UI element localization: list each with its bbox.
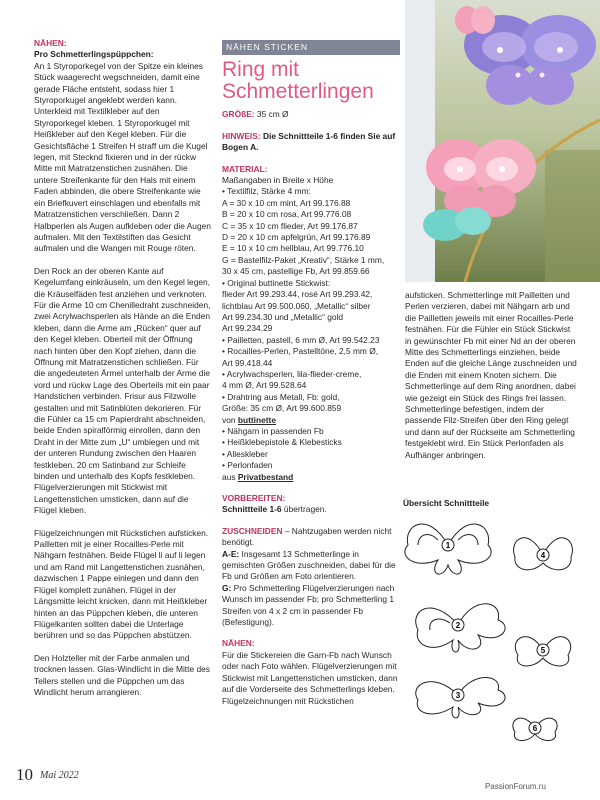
watermark-text: PassionForum.ru bbox=[485, 782, 546, 791]
pattern-number-label: 3 bbox=[455, 691, 461, 700]
material-item: • Perlonfaden bbox=[222, 460, 273, 471]
pattern-number-label: 2 bbox=[455, 621, 461, 630]
material-item: G = Bastelfilz-Paket „Kreativ“, Stärke 1 mm, bbox=[222, 254, 385, 265]
continuation-text: aufsticken. Schmetterlinge mit Pailletten und Perlen verzieren, dabei mit Nähgarn arb und die Pailletten jeweils mit einer Rocailles-Perle festnähen. Für die Fühler ein Stück Stickwist in gewünschter Fb mit einer Nd an der oberen Mitte des Schmetterlings einziehen, beide Enden auf die gleiche Länge zuschneiden und die Enden mit einem Knoten sichern. Die Schmetterlinge auf dem Ring anordnen, dabei wie gezeigt ein Stück des Rings frei lassen. Schmetterlinge befestigen, indem der passende Filz-Streifen über den Ring gelegt und dann auf der Rückseite am Schmetterling festgeklebt wird. Ein Stück Perlonfaden als Aufhänger anbringen. bbox=[405, 290, 577, 460]
hint-value: Die Schnittteile 1-6 finden Sie auf Bogen A. bbox=[222, 130, 396, 153]
size-value: 35 cm Ø bbox=[254, 109, 289, 120]
subheading-puppchen: Pro Schmetterlingspüppchen: bbox=[34, 49, 154, 60]
hint-line bbox=[222, 131, 400, 154]
material-list bbox=[222, 175, 400, 415]
cut-text: – Nahtzugaben werden nicht benötigt. bbox=[222, 525, 392, 548]
cut-g bbox=[222, 583, 400, 629]
material-label: MATERIAL: bbox=[222, 163, 268, 174]
material-item: 30 x 45 cm, pastellige Fb, Art 99.859.66 bbox=[222, 266, 370, 277]
von-text: von bbox=[222, 414, 238, 425]
material-item: • Acrylwachsperlen, lila-flieder-creme, bbox=[222, 368, 362, 379]
cut-ae bbox=[222, 549, 400, 583]
title-line-2: Schmetterlingen bbox=[222, 80, 374, 104]
cut-line bbox=[222, 526, 400, 549]
pattern-overview-diagram bbox=[403, 500, 583, 760]
left-column bbox=[34, 38, 212, 709]
material-item: Art 99.234.29 bbox=[222, 323, 273, 334]
right-column bbox=[405, 290, 577, 461]
material-item: Art 99.234.30 und „Metallic“ gold bbox=[222, 311, 344, 322]
material-item: E = 10 x 10 cm hellblau, Art 99.776.10 bbox=[222, 243, 364, 254]
photo-illustration bbox=[405, 0, 600, 282]
material-item: lichtblau Art 99.500.060, „Metallic“ silber bbox=[222, 300, 371, 311]
hint-label: HINWEIS: bbox=[222, 130, 261, 141]
article-title bbox=[222, 59, 400, 103]
issue-date: Mai 2022 bbox=[40, 770, 79, 781]
butterfly-ring-photo bbox=[405, 0, 600, 282]
material-item: Maßangaben in Breite x Höhe bbox=[222, 175, 334, 186]
material-item: • Rocailles-Perlen, Pastelltöne, 2,5 mm Ø, bbox=[222, 346, 379, 357]
pattern-number-badges bbox=[442, 539, 549, 734]
pattern-overview-title: Übersicht Schnittteile bbox=[403, 498, 490, 508]
sew-label: NÄHEN: bbox=[222, 638, 255, 649]
material-item: C = 35 x 10 cm flieder, Art 99.176.87 bbox=[222, 220, 358, 231]
section-label: NÄHEN STICKEN bbox=[222, 40, 400, 55]
extra-material-list bbox=[222, 426, 400, 472]
material-item: D = 20 x 10 cm apfelgrün, Art 99.176.89 bbox=[222, 232, 371, 243]
material-item: • Original buttinette Stickwist: bbox=[222, 277, 331, 288]
middle-column bbox=[222, 40, 400, 707]
cut-ae-text: Insgesamt 13 Schmetterlinge in gemischten Größen zuschneiden, dabei für die Fb und Größen am Foto orientieren. bbox=[222, 548, 396, 582]
privat-text: Privatbestand bbox=[237, 471, 294, 482]
size-line bbox=[222, 109, 400, 120]
prep-text: übertragen. bbox=[281, 504, 327, 515]
material-item: B = 20 x 10 cm rosa, Art 99.776.08 bbox=[222, 209, 352, 220]
prep-line bbox=[222, 504, 400, 515]
prep-bold: Schnittteile 1-6 bbox=[222, 504, 282, 515]
material-item: • Nähgarn in passenden Fb bbox=[222, 425, 324, 436]
paragraph-2: Den Rock an der oberen Kante auf Kegelumfang einkräuseln, um den Kegel legen, die Kräuselfäden fest anziehen und verknoten. Für die Arme 10 cm Chenilledraht zuschneiden, zwei Acrylwachsperlen als Hände an die Enden kleben, dann die Arme am „Rücken“ quer auf den Kegel kleben. Oberteil mit der Öffnung nach hinten über den Kopf ziehen, dann die Öffnung mit Matratzenstichen schließen. Für die angedeuteten Ärmel unterhalb der Arme die vord und rückw Lage des Oberteils mit ein paar Handstichen verbinden. Frisur aus Filzwolle gestalten und mit Satinblüten dekorieren. Für die Fühler ca 15 cm Papierdraht abschneiden, beide Enden spiralförmig einrollen, dann den Draht in der Mitte zum „U“ umbiegen und mit der unteren Rundung zwischen den Haaren festkleben. 20 cm Satinband zur Schleife binden und unterhalb des Kopfs festkleben. Flügelverzierungen mit Stickwist mit Langettenstichen umsticken, dann auf die Flügel kleben. bbox=[34, 265, 211, 516]
material-item: • Pailletten, pastell, 6 mm Ø, Art 99.542.23 bbox=[222, 334, 380, 345]
aus-line bbox=[222, 472, 400, 483]
pattern-number-label: 4 bbox=[540, 551, 546, 560]
material-item: • Textilfilz, Stärke 4 mm: bbox=[222, 186, 311, 197]
prep-label: VORBEREITEN: bbox=[222, 493, 286, 503]
heading-naehen: NÄHEN: bbox=[34, 38, 67, 48]
size-label: GRÖßE: bbox=[222, 109, 255, 120]
paragraph-4: Den Holzteller mit der Farbe anmalen und trocknen lassen. Glas-Windlicht in die Mitte des Tellers stellen und die Püppchen um das Windlicht herum arrangieren. bbox=[34, 652, 210, 697]
material-item: 4 mm Ø, Art 99.528.64 bbox=[222, 380, 307, 391]
cut-g-label: G: bbox=[222, 582, 232, 593]
material-item: • Drahtring aus Metall, Fb: gold, bbox=[222, 391, 340, 402]
pattern-number-label: 1 bbox=[445, 541, 451, 550]
material-item: flieder Art 99.293.44, rosé Art 99.293.42, bbox=[222, 289, 373, 300]
title-line-1: Ring mit bbox=[222, 58, 300, 82]
paragraph-1: An 1 Styroporkegel von der Spitze ein kleines Stück waagerecht wegschneiden, damit eine gerade Fläche entsteht, sodass hier 1 Styroporkugel angeklebt werden kann. Unterkleid mit Textilkleber auf den Styroporkegel kleben. 1 Styroporkugel mit Heißkleber auf den Kegel kleben. Für die Gesichtsfläche 1 Streifen H straff um die Kugel legen, mit Stecknd fixieren und in der rückw Mitte mit Matratzenstichen zusnähen. Die untere Streifenkante für den Hals mit einem Faden abbinden, die obere Streifenkante wie ein Briefkuvert einschlagen und ebenfalls mit Matratzenstichen verschließen. Dann 2 Halbperlen als Augen aufkleben oder die Augen aufmalen. Mit den Textilstiften das Gesicht aufmalen und die Wangen mit Rouge röten. bbox=[34, 60, 211, 254]
pattern-number-label: 5 bbox=[540, 646, 546, 655]
pattern-number-label: 6 bbox=[532, 724, 538, 733]
material-item: A = 30 x 10 cm mint, Art 99.176.88 bbox=[222, 197, 351, 208]
cut-label: ZUSCHNEIDEN bbox=[222, 525, 283, 536]
brand-name: buttinette bbox=[237, 414, 276, 425]
paragraph-3: Flügelzeichnungen mit Rückstichen aufsticken. Pailletten mit je einer Rocailles-Perle mit Nähgarn festnähen. Beide Flügel li auf li legen und am Rand mit Langettenstichen zusnähen, dazwischen 1 Pappe einlegen und dann den Flügel komplett zunähen. Flügel in der Längsmitte leicht knicken, dann mit Heißkleber hinten an das Püppchen kleben, die unteren Flügelkanten sollten dabei die Unterlage berühren und so das Püppchen abstützen. bbox=[34, 527, 209, 641]
material-item: Art 99.418.44 bbox=[222, 357, 273, 368]
von-line bbox=[222, 415, 400, 426]
material-item: • Alleskleber bbox=[222, 448, 268, 459]
page-number: 10 bbox=[16, 765, 33, 784]
sew-text: Für die Stickereien die Garn-Fb nach Wunsch oder nach Foto wählen. Flügelverzierungen mit Stickwist mit Langettenstichen umsticken, dann auf die Vorderseite des Schmetterlings kleben. Flügelzeichnungen mit Rückstichen bbox=[222, 649, 398, 706]
material-item: • Heißklebepistole & Klebesticks bbox=[222, 437, 342, 448]
material-item: Größe: 35 cm Ø, Art 99.600.859 bbox=[222, 403, 342, 414]
cut-g-text: Pro Schmetterling Flügelverzierungen nach Wunsch im passender Fb; pro Schmetterling 1 Streifen von 4 x 2 cm in passender Fb (Befestigung). bbox=[222, 582, 395, 628]
aus-text: aus bbox=[222, 471, 238, 482]
cut-ae-label: A-E: bbox=[222, 548, 240, 559]
